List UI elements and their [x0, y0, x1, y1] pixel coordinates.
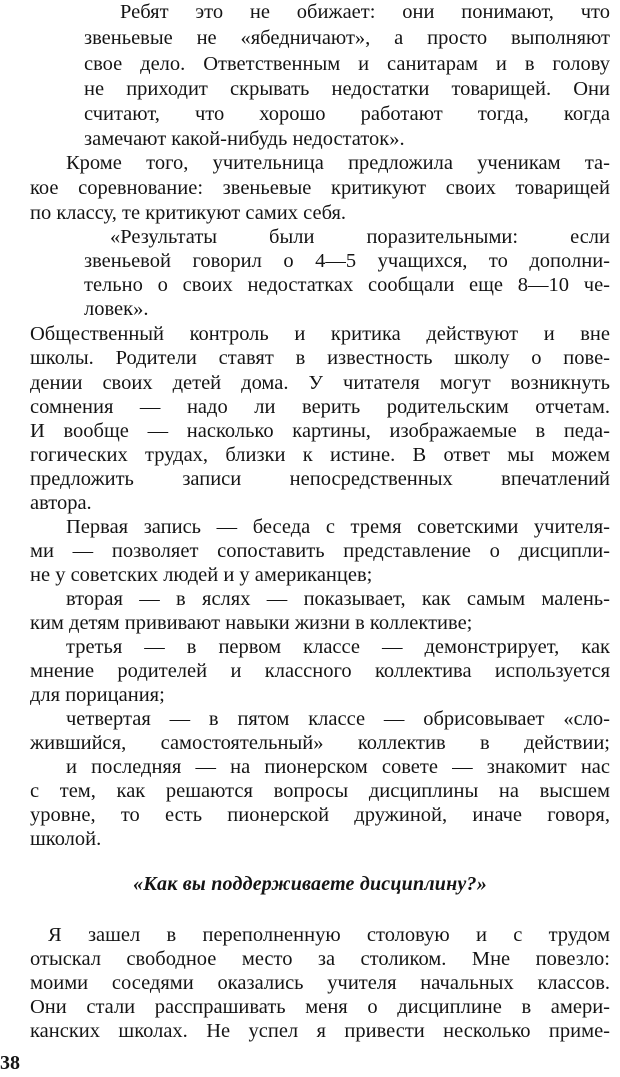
text-line: с тем, как решаются вопросы дисциплины на высшем — [30, 780, 610, 802]
text-line: уровне, то есть пионерской дружиной, иначе говоря, — [30, 804, 610, 826]
text-line: и последняя — на пионерском совете — знакомит нас — [66, 756, 610, 778]
text-line: жившийся, самостоятельный» коллектив в действии; — [30, 732, 610, 754]
text-line: мнение родителей и классного коллектива используется — [30, 660, 610, 682]
text-line: свое дело. Ответственным и санитарам и в голову — [84, 53, 610, 75]
text-line: Ребят это не обижает: они понимают, что — [120, 1, 610, 23]
text-line: вторая — в яслях — показывает, как самым малень- — [66, 588, 610, 610]
section-heading: «Как вы поддерживаете дисциплину?» — [133, 873, 487, 895]
page-number: 38 — [0, 1052, 20, 1074]
text-line: школой. — [30, 828, 102, 850]
text-line: Кроме того, учительница предложила ученикам та- — [66, 152, 610, 174]
text-line: Я зашел в переполненную столовую и с трудом — [48, 924, 610, 946]
text-line: отыскал свободное место за столиком. Мне повезло: — [30, 948, 610, 970]
text-line: ким детям прививают навыки жизни в коллективе; — [30, 612, 473, 634]
text-line: по классу, те критикуют самих себя. — [30, 202, 347, 224]
text-line: сомнения — надо ли верить родительским отчетам. — [30, 396, 610, 418]
text-line: Общественный контроль и критика действуют и вне — [30, 323, 610, 345]
text-line: гогических трудах, близки к истине. В ответ мы можем — [30, 444, 610, 466]
text-line: автора. — [30, 492, 92, 514]
text-line: кое соревнование: звеньевые критикуют своих товарищей — [30, 177, 610, 199]
text-line: третья — в первом классе — демонстрирует, как — [66, 636, 610, 658]
text-line: И вообще — насколько картины, изображаемые в педа- — [30, 420, 610, 442]
text-line: ловек». — [84, 298, 149, 320]
text-line: предложить записи непосредственных впечатлений — [30, 468, 610, 490]
text-line: звеньевые не «ябедничают», а просто выполняют — [84, 27, 610, 49]
text-line: замечают какой-нибудь недостаток». — [84, 128, 405, 150]
text-line: Первая запись — беседа с тремя советскими учителя- — [66, 516, 610, 538]
text-line: канских школах. Не успел я привести несколько приме- — [30, 1020, 610, 1042]
text-line: тельно о своих недостатках сообщали еще 8—10 че- — [84, 274, 610, 296]
text-line: ми — позволяет сопоставить представление о дисципли- — [30, 540, 610, 562]
text-line: дении своих детей дома. У читателя могут возникнуть — [30, 372, 610, 394]
text-line: четвертая — в пятом классе — обрисовывает «сло- — [66, 708, 610, 730]
text-line: Они стали расспрашивать меня о дисциплине в амери- — [30, 996, 610, 1018]
text-line: для порицания; — [30, 684, 165, 706]
text-line: звеньевой говорил о 4—5 учащихся, то дополни- — [84, 250, 610, 272]
text-line: считают, что хорошо работают тогда, когда — [84, 103, 610, 125]
text-line: моими соседями оказались учителя начальных классов. — [30, 972, 610, 994]
text-line: «Результаты были поразительными: если — [110, 226, 610, 248]
text-line: школы. Родители ставят в известность школу о пове- — [30, 347, 610, 369]
text-line: не приходит скрывать недостатки товарищей. Они — [84, 78, 610, 100]
text-line: не у советских людей и у американцев; — [30, 564, 373, 586]
